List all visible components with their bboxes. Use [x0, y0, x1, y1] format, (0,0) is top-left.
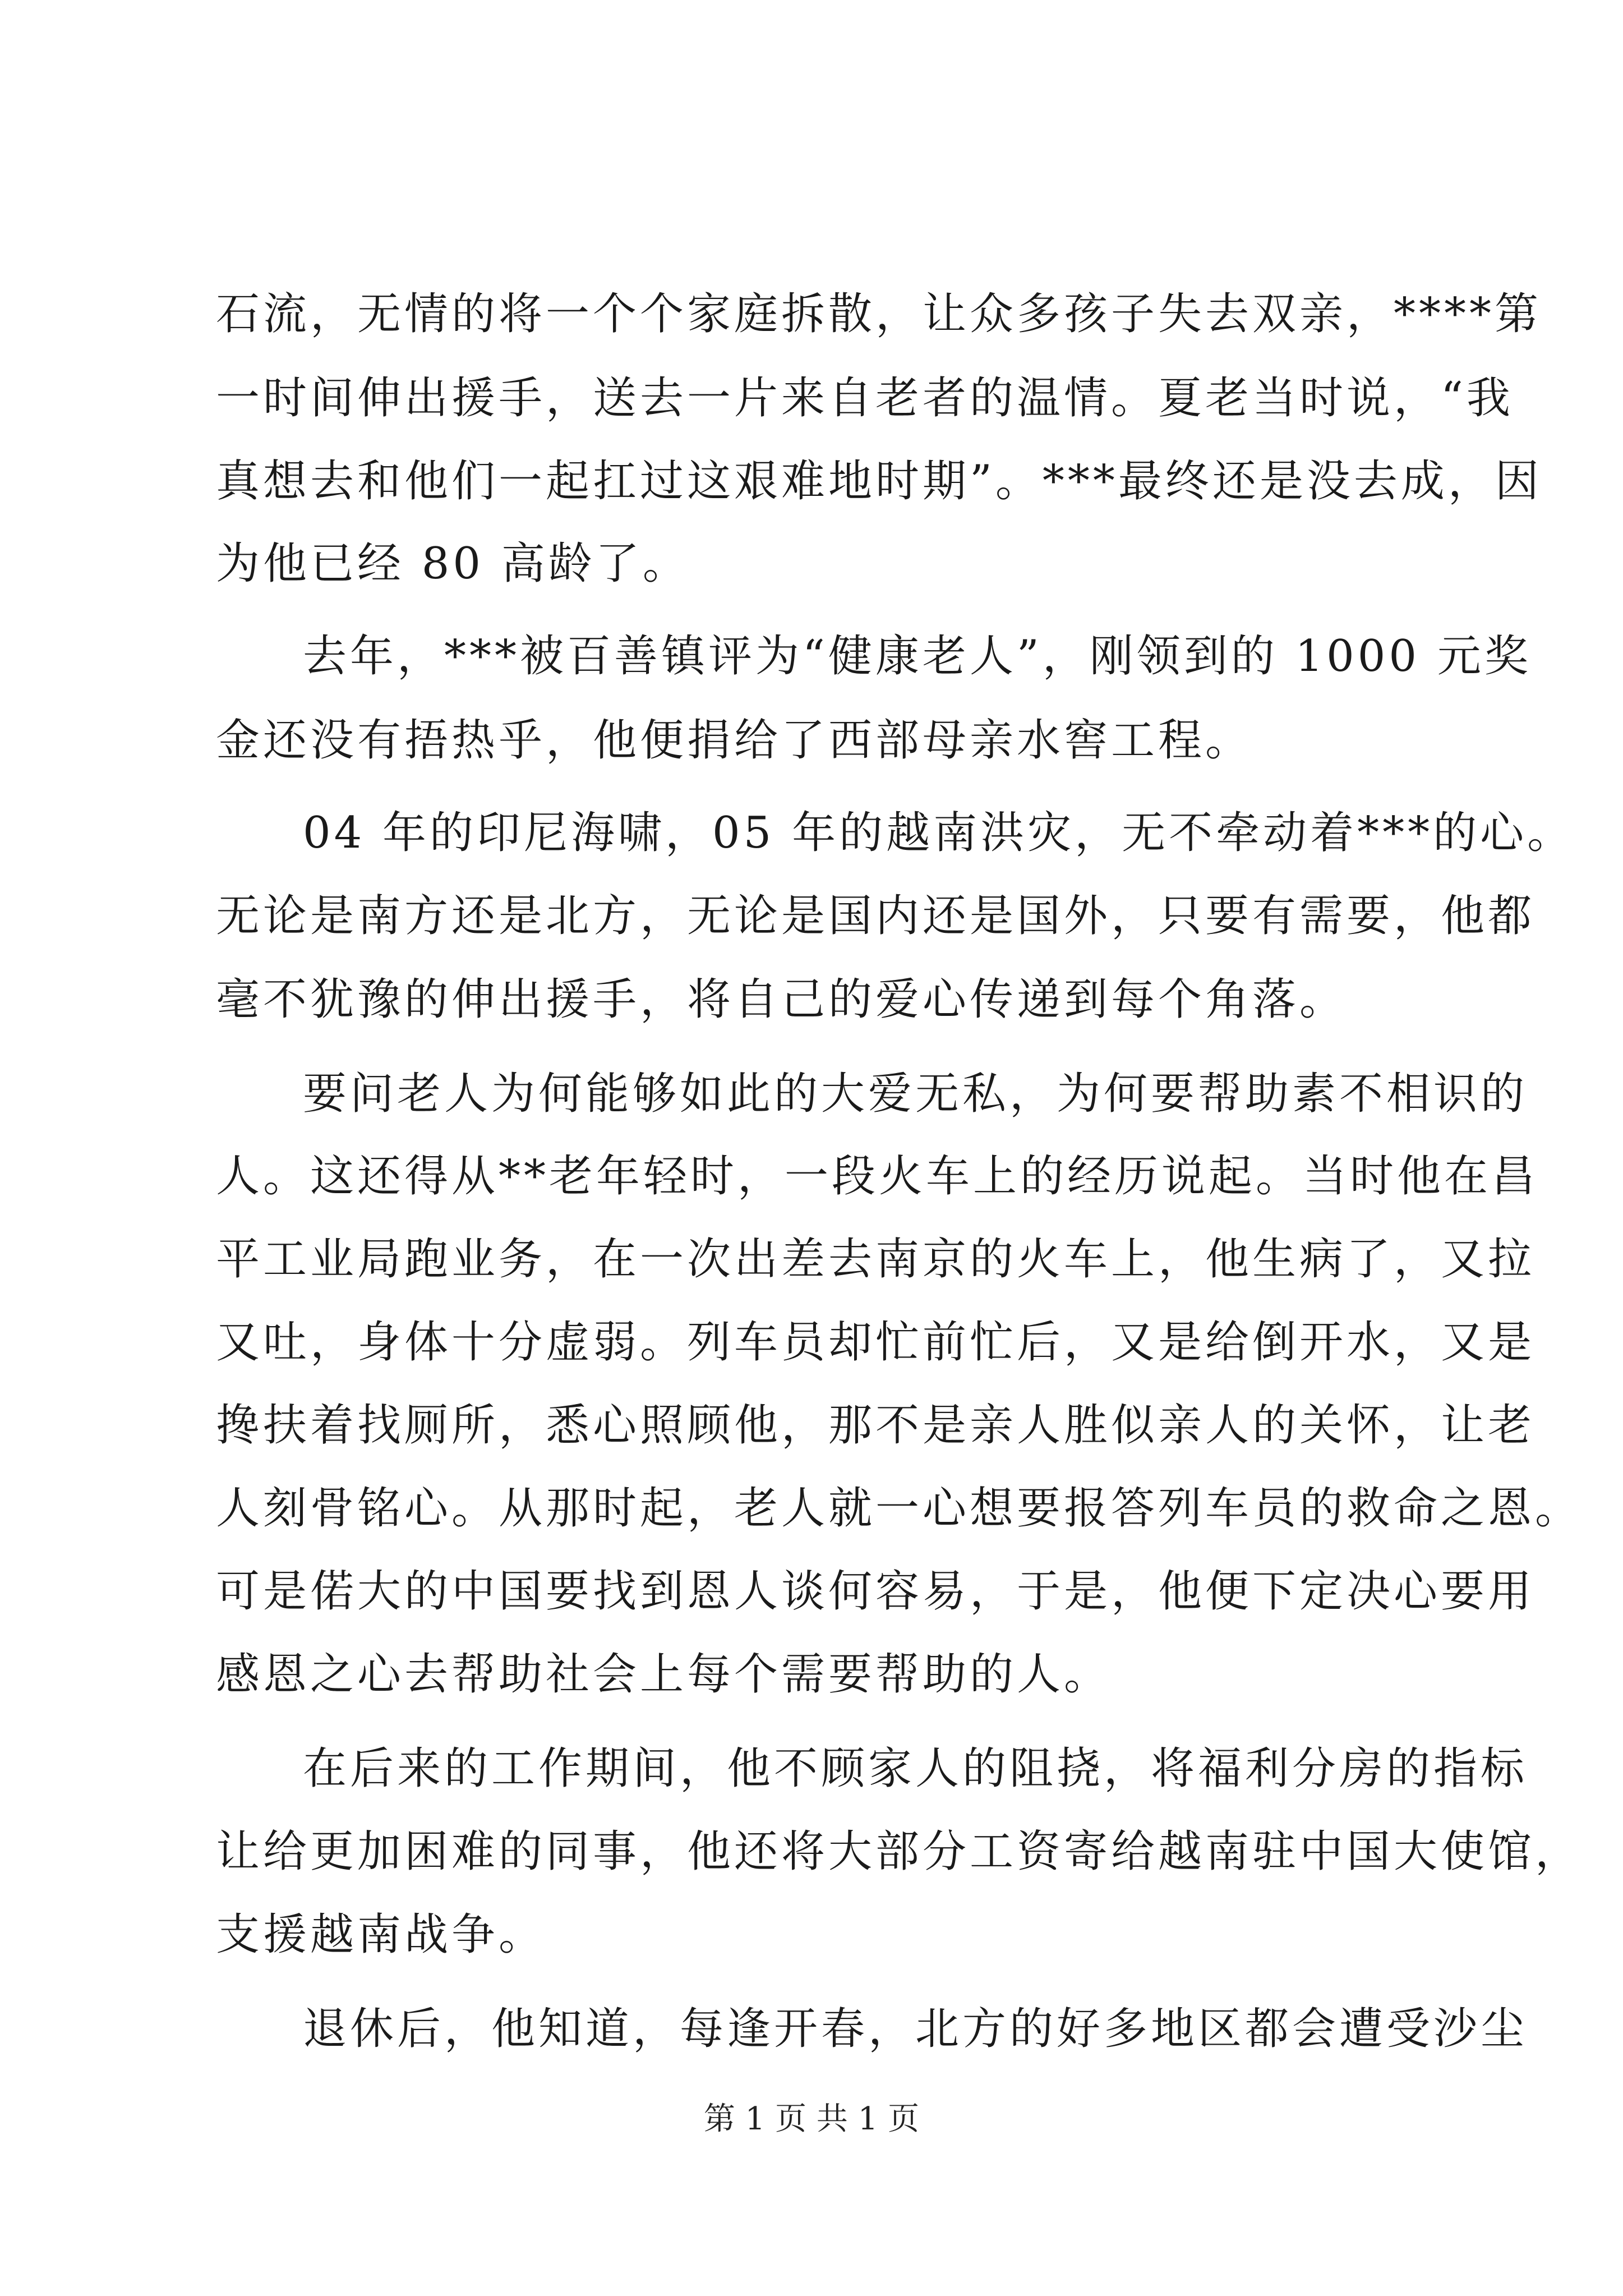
text-line: 金还没有捂热乎，他便捐给了西部母亲水窖工程。 — [216, 715, 1253, 766]
text-line: 平工业局跑业务，在一次出差去南京的火车上，他生病了，又拉 — [216, 1234, 1536, 1285]
page-footer: 第 1 页 共 1 页 — [703, 2101, 920, 2137]
text-line: 又吐，身体十分虚弱。列车员却忙前忙后，又是给倒开水，又是 — [216, 1317, 1536, 1368]
paragraph-first-line: 退休后，他知道，每逢开春，北方的好多地区都会遭受沙尘 — [303, 2004, 1528, 2054]
paragraph-first-line: 去年，***被百善镇评为“健康老人”，刚领到的 1000 元奖 — [303, 631, 1532, 682]
text-line: 感恩之心去帮助社会上每个需要帮助的人。 — [216, 1649, 1112, 1700]
paragraph-first-line: 04 年的印尼海啸，05 年的越南洪灾，无不牵动着***的心。 — [303, 808, 1575, 858]
text-line: 支援越南战争。 — [216, 1910, 546, 1960]
text-line: 可是偌大的中国要找到恩人谈何容易，于是，他便下定决心要用 — [216, 1566, 1536, 1617]
paragraph-first-line: 要问老人为何能够如此的大爱无私，为何要帮助素不相识的 — [303, 1069, 1528, 1119]
text-line: 毫不犹豫的伸出援手，将自己的爱心传递到每个角落。 — [216, 974, 1347, 1025]
text-line: 石流，无情的将一个个家庭拆散，让众多孩子失去双亲，****第 — [216, 289, 1542, 339]
paragraph-first-line: 在后来的工作期间，他不顾家人的阻挠，将福利分房的指标 — [303, 1743, 1528, 1794]
text-line: 为他已经 80 高龄了。 — [216, 539, 690, 589]
text-line: 人。这还得从**老年轻时，一段火车上的经历说起。当时他在昌 — [216, 1151, 1539, 1202]
text-line: 真想去和他们一起扛过这艰难地时期”。***最终还是没去成，因 — [216, 456, 1542, 507]
text-line: 搀扶着找厕所，悉心照顾他，那不是亲人胜似亲人的关怀，让老 — [216, 1400, 1536, 1451]
text-line: 人刻骨铭心。从那时起，老人就一心想要报答列车员的救命之恩。 — [216, 1483, 1583, 1534]
text-line: 无论是南方还是北方，无论是国内还是国外，只要有需要，他都 — [216, 891, 1536, 941]
text-line: 让给更加困难的同事，他还将大部分工资寄给越南驻中国大使馆， — [216, 1826, 1583, 1877]
text-line: 一时间伸出援手，送去一片来自老者的温情。夏老当时说，“我 — [216, 373, 1514, 424]
